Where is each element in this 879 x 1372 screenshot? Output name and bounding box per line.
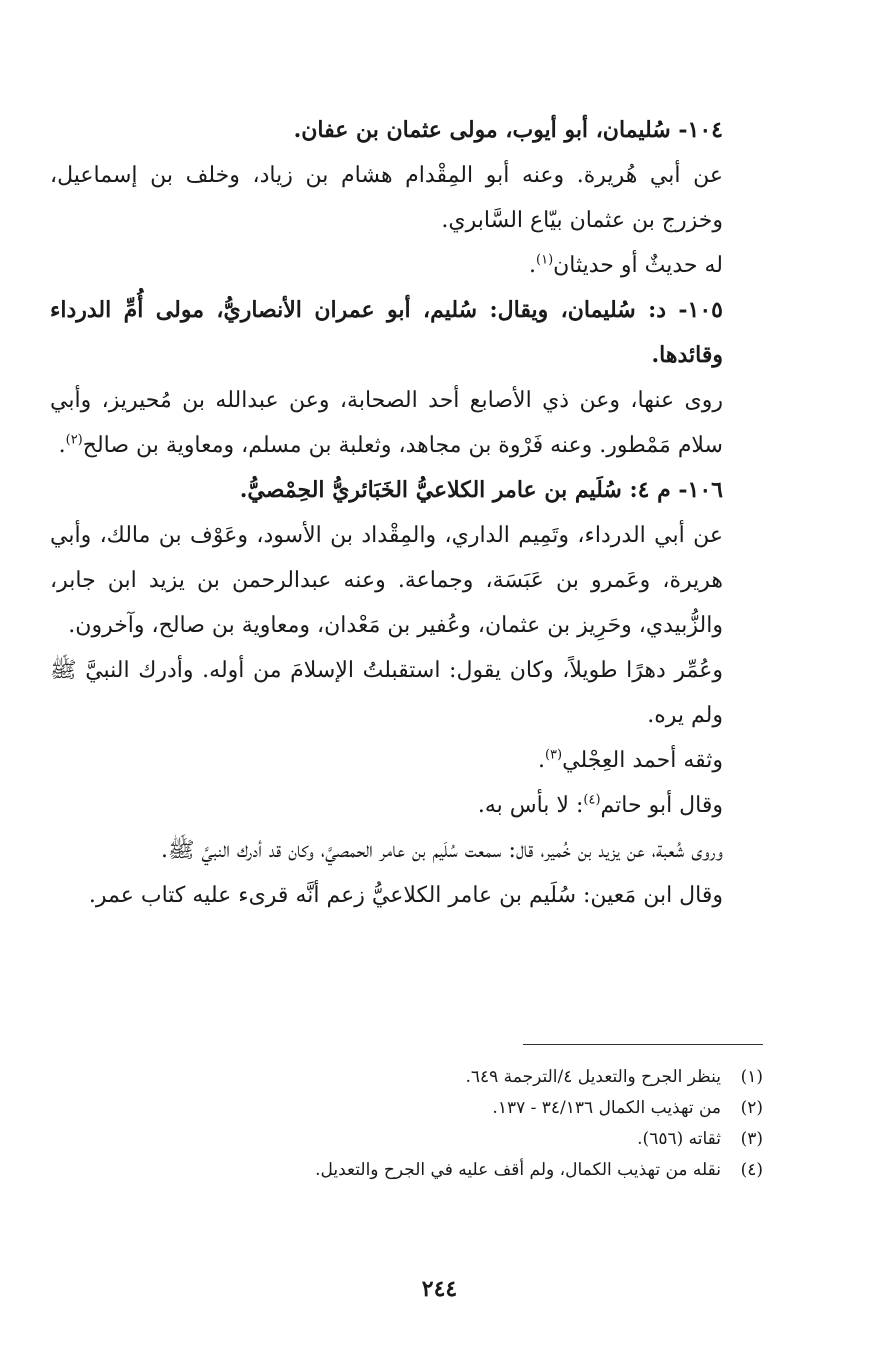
entry-104-title: ١٠٤- سُليمان، أبو أيوب، مولى عثمان بن عفان. bbox=[293, 117, 723, 143]
footnote-1 bbox=[50, 1062, 763, 1093]
footnote-text: ينظر الجرح والتعديل ٤/الترجمة ٦٤٩. bbox=[465, 1067, 721, 1087]
entry-106-title: ١٠٦- م ٤: سُلَيم بن عامر الكلاعيُّ الخَبَائريُّ الحِمْصيُّ. bbox=[239, 477, 723, 503]
entry-105-text: روى عنها، وعن ذي الأصابع أحد الصحابة، وعن عبدالله بن مُحيريز، وأبي سلام مَمْطور. وعنه فَرْوة بن مجاهد، وثعلبة بن مسلم، ومعاوية بن صالح bbox=[50, 388, 723, 458]
entry-106-para-4-b: : لا بأس به. bbox=[477, 793, 584, 818]
entry-105-title: ١٠٥- د: سُليمان، ويقال: سُليم، أبو عمران الأنصاريُّ، مولى أُمِّ الدرداء وقائدها. bbox=[50, 297, 723, 368]
footnotes bbox=[50, 1062, 763, 1186]
footnote-text: ثقاته (٦٥٦). bbox=[637, 1129, 721, 1149]
footnote-ref-4[interactable]: (٤) bbox=[583, 792, 601, 808]
entry-106-para-4 bbox=[50, 783, 763, 828]
footnote-4 bbox=[50, 1155, 763, 1186]
entry-106-para-2: وعُمِّر دهرًا طويلاً، وكان يقول: استقبلتُ الإسلامَ من أوله. وأدرك النبيَّ ﷺ ولم يره. bbox=[50, 658, 723, 728]
entry-106-para-6: وقال ابن مَعين: سُلَيم بن عامر الكلاعيُّ زعم أنَّه قرىء عليه كتاب عمر. bbox=[88, 883, 723, 908]
entry-106-para-3: وثقه أحمد العِجْلي$^{(٣)}$. bbox=[537, 747, 723, 773]
entry-104-para: عن أبي هُريرة. وعنه أبو المِقْدام هشام بن زياد، وخلف بن إسماعيل، وخزرج بن عثمان بيّاع السَّابري. bbox=[50, 163, 723, 233]
main-text bbox=[50, 108, 763, 918]
footnote-text: من تهذيب الكمال ٣٤/١٣٦ - ١٣٧. bbox=[492, 1098, 721, 1118]
entry-104-hadith-text: له حديثٌ أو حديثان bbox=[553, 253, 723, 278]
footnote-text: نقله من تهذيب الكمال، ولم أقف عليه في الجرح والتعديل. bbox=[315, 1160, 721, 1180]
entry-105-para: روى عنها، وعن ذي الأصابع أحد الصحابة، وعن عبدالله بن مُحيريز، وأبي سلام مَمْطور. وعنه فَرْوة بن مجاهد، وثعلبة بن مسلم، ومعاوية بن صالح$^{(٢)}$. bbox=[50, 388, 723, 458]
page-number: ٢٤٤ bbox=[421, 1276, 458, 1302]
entry-106-para-5: وروى شُعبة، عن يزيد بن خُمير، قال: سمعت سُلَيم بن عامر الحمصيَّ، وكان قد أدرك النبيَّ ﷺ. bbox=[160, 838, 723, 863]
footnote-3 bbox=[50, 1124, 763, 1155]
footnote-ref-1[interactable]: (١) bbox=[536, 252, 554, 268]
entry-106-para-1: عن أبي الدرداء، وتَمِيم الداري، والمِقْداد بن الأسود، وعَوْف بن مالك، وأبي هريرة، وعَمرو بن عَبَسَة، وجماعة. وعنه عبدالرحمن بن يزيد ابن جابر، والزُّبيدي، وحَرِيز بن عثمان، وعُفير بن مَعْدان، ومعاوية بن صالح، وآخرون. bbox=[50, 523, 723, 638]
footnote-number: (٣) bbox=[740, 1129, 763, 1149]
footnote-divider bbox=[523, 1044, 763, 1045]
entry-104-hadith-count: له حديثٌ أو حديثان$^{(١)}$. bbox=[529, 252, 723, 278]
footnote-ref-2[interactable]: (٢) bbox=[65, 432, 83, 448]
footnote-number: (٤) bbox=[740, 1160, 763, 1180]
entry-106-para-4-a: وقال أبو حاتم bbox=[600, 793, 723, 818]
entry-106-para-3-text: وثقه أحمد العِجْلي bbox=[562, 748, 723, 773]
footnote-ref-3[interactable]: (٣) bbox=[544, 747, 563, 763]
footnote-2 bbox=[50, 1093, 763, 1124]
footnote-number: (٢) bbox=[740, 1098, 763, 1118]
footnote-number: (١) bbox=[740, 1067, 763, 1087]
